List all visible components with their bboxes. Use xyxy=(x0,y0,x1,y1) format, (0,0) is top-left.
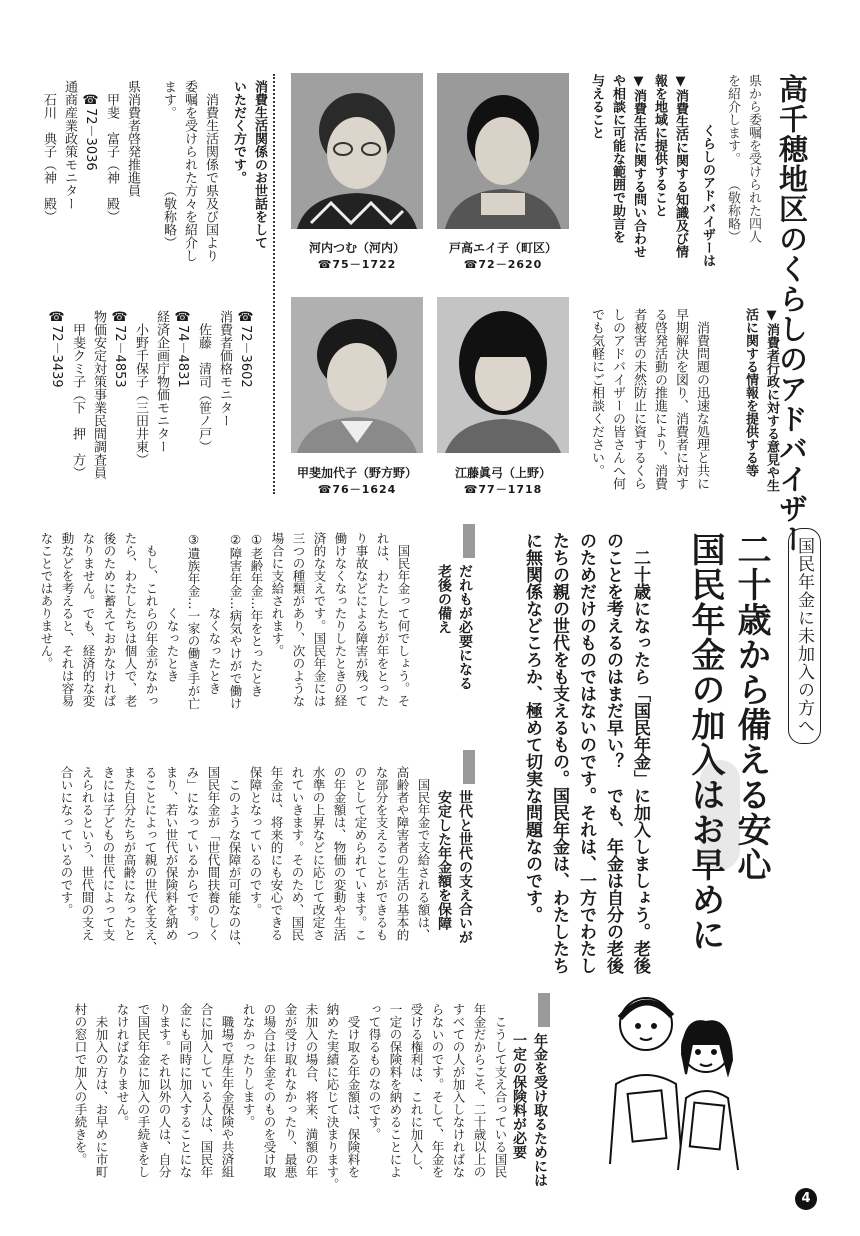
monitors-list-2: ☎72－3602 消費者価格モニター 佐藤 清司（笹ノ戸） ☎74－4831 経済企画庁物価モニター 小野千保子（三田井東） ☎72－4853 物価安定対策事業民間調査員 甲斐クミ子（下 押 方） ☎72－3439 xyxy=(49,310,253,479)
monitors-heading: 消費生活関係のお世話をして いただく方です。 xyxy=(231,80,267,249)
section2-body: 国民年金で支給される額は、 高齢者や障害者の生活の基本的 な部分を支えることができるも のとして定められています。こ の年金額は、物価の変動や生活 水準の上昇などに応じて改定さ れていきます。そのため、国民 年金は、将来的にも安心できる 保障となっているのです。 このような保障が可能なのは、 国民年金が「世代間扶養のしく み」になっているからです。つ まり、若い世代が保険料を納め ることによって親の世代を支え、 また自分たちが高齢になったと きには子どもの世代によって支 えられるという、世代間の支え 合いになっているのです。 xyxy=(59,766,431,954)
section-marker xyxy=(538,993,550,1027)
section-marker xyxy=(463,750,475,784)
adviser-phone: ☎75－1722 xyxy=(317,258,397,271)
adviser-phone: ☎77－1718 xyxy=(463,483,543,496)
pension-lead: 二十歳になったら「国民年金」に加入しましょう。老後 のことを考えるのはまだ早い？ でも、年金は自分の老後 のためだけのものではないのです。それは、一方でわたし たちの親の世代をも支えるもの。国民年金は、わたしたち に無関係などころか、極めて切実な問題なのです。 xyxy=(522,532,650,974)
section-marker xyxy=(463,524,475,558)
section3-heading: 年金を受け取るためには 一定の保険料が必要 xyxy=(511,1033,548,1187)
adviser-duties-extra: ▼消費者行政に対する意見や生 活に関する情報を提供する等 xyxy=(743,308,779,492)
students-illustration xyxy=(594,974,754,1174)
pension-tag: 国民年金に未加入の方へ xyxy=(788,528,821,744)
portrait-4-image xyxy=(291,297,423,453)
adviser-duties: ▼消費生活に関する知識及び情 報を地域に提供すること ▼消費生活に関する問い合わせ や相談に可能な範囲で助言を 与えること xyxy=(589,74,688,258)
adviser-phone: ☎72－2620 xyxy=(463,258,543,271)
adviser-name: 甲斐加代子（野方野） xyxy=(296,466,417,480)
portrait-1-image xyxy=(437,73,569,229)
adviser-name: 河内つむ（河内） xyxy=(308,241,405,255)
adviser-name: 戸高エイ子（町区） xyxy=(448,241,557,255)
portrait-photo xyxy=(437,297,569,453)
adviser-name: 江藤眞弓（上野） xyxy=(454,466,551,480)
portrait-3-image xyxy=(437,297,569,453)
pension-headline: 二十歳から備える安心 国民年金の加入はお早めに xyxy=(685,532,771,952)
adviser-duties-lead: くらしのアドバイザーは xyxy=(700,124,715,267)
portrait-photo xyxy=(291,73,423,229)
section3-body: こうして支え合っている国民 年金だからこそ、二十歳以上の すべての人が加入しなければな らないのです。そして、年金を 受ける権利は、これに加入し、 一定の保険料を納めることによ って得るものなのです。 受け取る年金額は、保険料を 納めた実績に応じて決まります。 未加入の場合、将来、満額の年 金が受け取れなかったり、最悪 の場合は年金そのものを受け取 れなかったりします。 職場で厚生年金保険や共済組 合に加入している人は、国民年 金にも同時に加入することにな ります。それ以外の人は、自分 で国民年金に加入の手続きをし なければなりません。 未加入の方は、お早めに市町 村の窓口で加入の手続きを。 xyxy=(73,1003,508,1191)
page-number: 4 xyxy=(795,1188,817,1210)
column-divider xyxy=(273,74,275,494)
monitors-list-1: 県消費者啓発推進員 甲斐 富子（神 殿） ☎72－3036 通商産業政策モニター 石川 典子（神 殿） xyxy=(41,80,140,223)
section1-body: 国民年金って何でしょう。そ れは、わたしたちが年をとった り事故などによる障害が残って 働けなくなったりしたときの経 済的な支えです。国民年金には 三つの種類があり、次のような 場合に支給されます。 ①老齢年金…年をとったとき ②障害年金…病気やけがで働け なくなったとき ③遺族年金…一家の働き手が亡 くなったとき もし、これらの年金がなかっ たら、わたしたちは個人で、老 後のために蓄えておかなければ なりません。でも、経済的な変 動などを考えると、それは容易 なことではありません。 xyxy=(39,532,411,710)
adviser-consult-text: 消費問題の迅速な処理と共に 早期解決を図り、消費者に対す る啓発活動の推進により、消費 者被害の未然防止に資するくら しのアドバイザーの皆さんへ何 でも気軽にご相談ください。 xyxy=(589,308,709,490)
portrait-2-image xyxy=(291,73,423,229)
adviser-title: 高千穂地区のくらしのアドバイザー xyxy=(775,74,809,554)
adviser-intro: 県から委嘱を受けられた四人 を紹介します。 （敬称略） xyxy=(725,74,761,243)
monitors-intro: 消費生活関係で県及び国より 委嘱を受けられた方々を紹介し ます。 （敬称略） xyxy=(161,80,218,262)
section2-heading: 世代と世代の支え合いが 安定した年金額を保障 xyxy=(436,790,473,944)
section1-heading: だれもが必要になる 老後の備え xyxy=(436,564,473,690)
portrait-photo xyxy=(437,73,569,229)
portrait-photo xyxy=(291,297,423,453)
adviser-phone: ☎76－1624 xyxy=(317,483,397,496)
